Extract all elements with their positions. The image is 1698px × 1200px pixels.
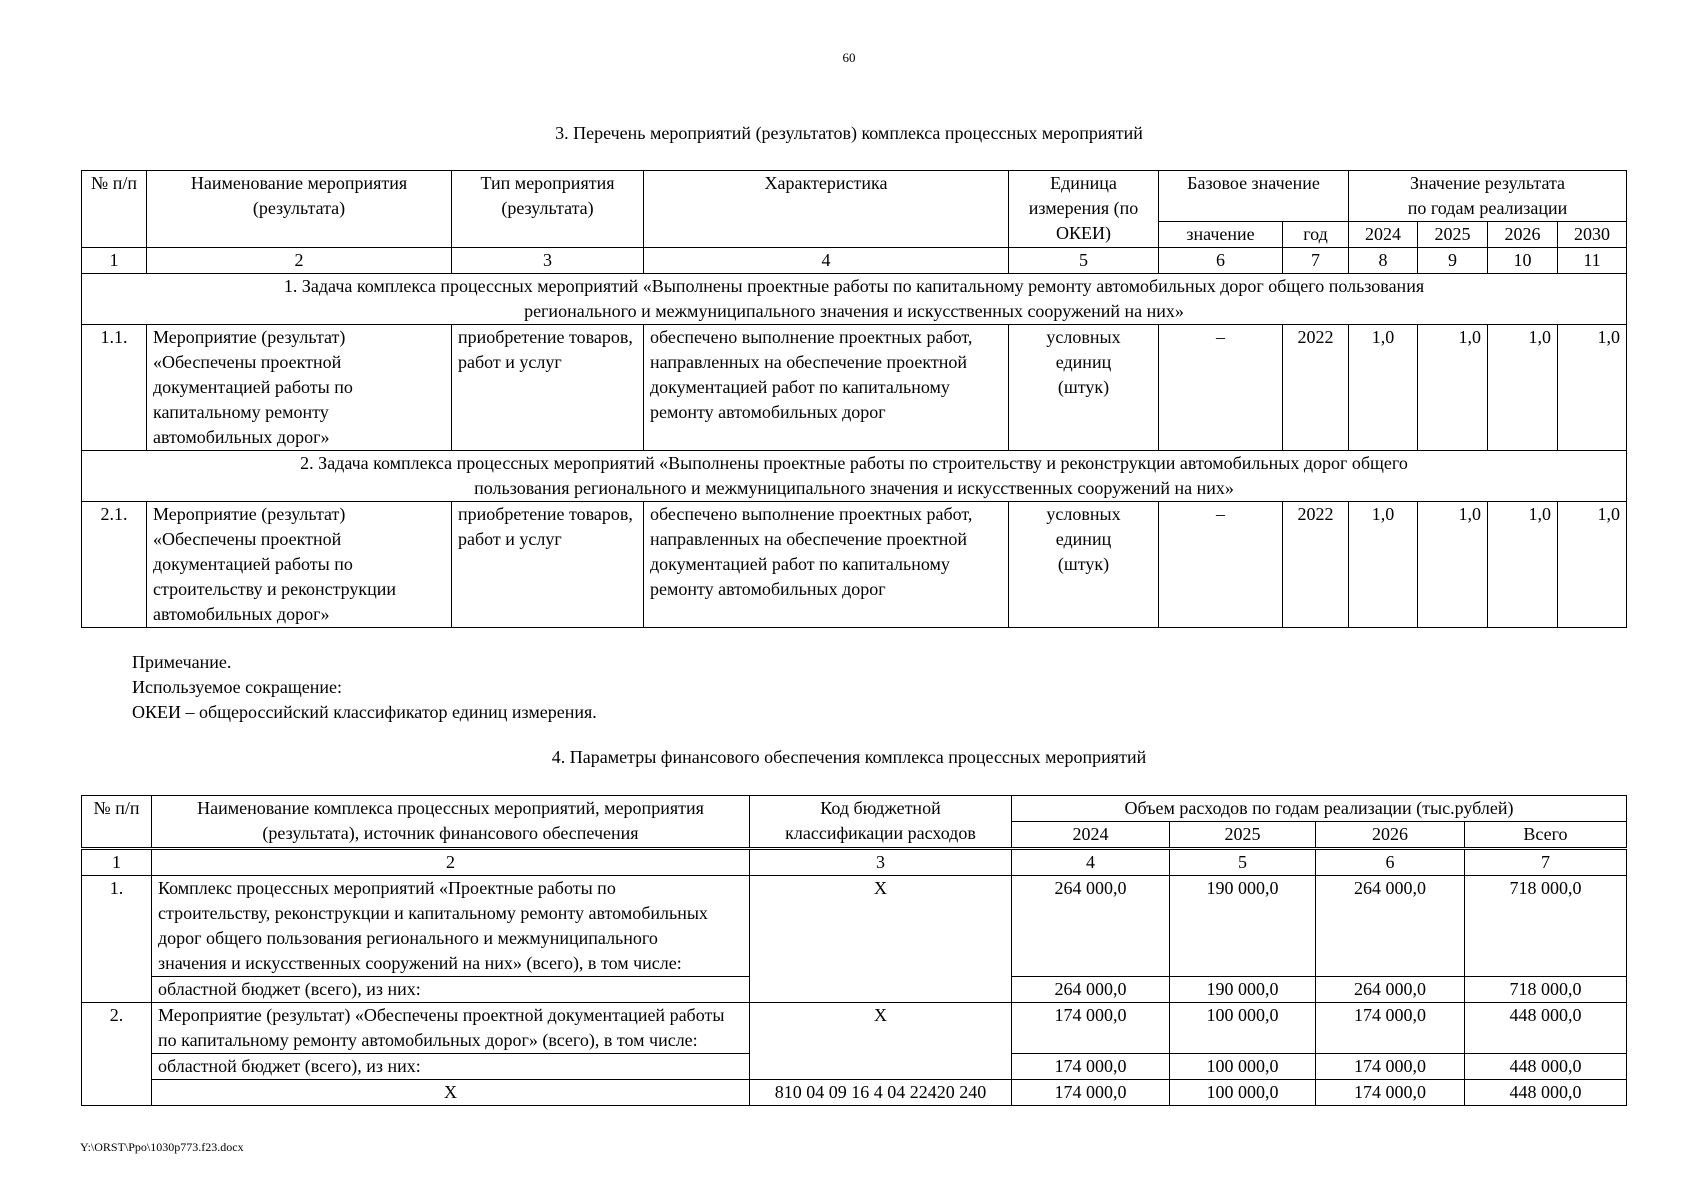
col-number: 11 — [1558, 248, 1627, 274]
header-name: Наименование мероприятия (результата) — [147, 171, 452, 248]
fin-row-code: Х — [750, 876, 1012, 1003]
fin-header-year: 2024 — [1012, 822, 1170, 849]
fin-subrow-value: 100 000,0 — [1170, 1054, 1316, 1080]
row-unit: условных единиц (штук) — [1009, 325, 1159, 451]
fin-xrow-name: Х — [152, 1080, 750, 1106]
header-unit: Единица измерения (по ОКЕИ) — [1009, 171, 1159, 248]
row-value: 1,0 — [1349, 325, 1418, 451]
fin-row-name: Комплекс процессных мероприятий «Проектные работы по строительству, реконструкции и капитальному ремонту автомобильных дорог общего пользования регионального и межмуниципального значения и искусственных сооружений на них» (всего), в том числе: — [152, 876, 750, 977]
fin-xrow-total: 448 000,0 — [1465, 1080, 1627, 1106]
row-type: приобретение товаров, работ и услуг — [452, 502, 644, 628]
task-row — [82, 274, 1627, 325]
row-value: 1,0 — [1418, 502, 1488, 628]
fin-header-volume: Объем расходов по годам реализации (тыс.рублей) — [1012, 796, 1627, 822]
table-row — [82, 325, 1627, 451]
col-number: 2 — [152, 849, 750, 876]
fin-subrow-value: 174 000,0 — [1316, 1054, 1465, 1080]
row-value: 1,0 — [1418, 325, 1488, 451]
col-number: 7 — [1283, 248, 1349, 274]
task-row — [82, 451, 1627, 502]
col-number: 3 — [452, 248, 644, 274]
row-base-value: – — [1159, 325, 1283, 451]
fin-header-year: 2025 — [1170, 822, 1316, 849]
fin-subrow-value: 174 000,0 — [1012, 1054, 1170, 1080]
row-num: 2.1. — [82, 502, 147, 628]
col-number: 8 — [1349, 248, 1418, 274]
file-path-footer: Y:\ORST\Ppo\1030p773.f23.docx — [80, 1140, 244, 1154]
fin-row-total: 718 000,0 — [1465, 876, 1627, 977]
col-number: 5 — [1170, 849, 1316, 876]
row-base-value: – — [1159, 502, 1283, 628]
col-number: 9 — [1418, 248, 1488, 274]
col-number: 5 — [1009, 248, 1159, 274]
fin-xrow-value: 174 000,0 — [1012, 1080, 1170, 1106]
header-year: 2026 — [1488, 222, 1558, 248]
header-type: Тип мероприятия (результата) — [452, 171, 644, 248]
fin-subrow-name: областной бюджет (всего), из них: — [152, 1054, 750, 1080]
fin-row-total: 448 000,0 — [1465, 1003, 1627, 1054]
row-name: Мероприятие (результат) «Обеспечены проектной документацией работы по капитальному ремонту автомобильных дорог» — [147, 325, 452, 451]
col-number: 10 — [1488, 248, 1558, 274]
row-base-year: 2022 — [1283, 325, 1349, 451]
results-table — [81, 170, 1627, 628]
row-value: 1,0 — [1349, 502, 1418, 628]
task-2-title: 2. Задача комплекса процессных мероприятий «Выполнены проектные работы по строительству и реконструкции автомобильных дорог общего пользования регионального и межмуниципального значения и искусственных сооружений на них» — [82, 451, 1627, 502]
col-number: 4 — [644, 248, 1009, 274]
fin-row-value: 100 000,0 — [1170, 1003, 1316, 1054]
header-base-value: значение — [1159, 222, 1283, 248]
table4-col-numbers — [82, 849, 1627, 876]
col-number: 3 — [750, 849, 1012, 876]
row-base-year: 2022 — [1283, 502, 1349, 628]
fin-row-num: 2. — [82, 1003, 152, 1106]
row-value: 1,0 — [1558, 325, 1627, 451]
fin-header-num: № п/п — [82, 796, 152, 849]
fin-row-value: 174 000,0 — [1316, 1003, 1465, 1054]
fin-header-total: Всего — [1465, 822, 1627, 849]
fin-subrow-name: областной бюджет (всего), из них: — [152, 977, 750, 1003]
section3-title: 3. Перечень мероприятий (результатов) комплекса процессных мероприятий — [555, 123, 1143, 143]
note-block — [132, 650, 597, 725]
row-characteristic: обеспечено выполнение проектных работ, направленных на обеспечение проектной документацией работ по капитальному ремонту автомобильных дорог — [644, 502, 1009, 628]
header-result: Значение результата по годам реализации — [1349, 171, 1627, 222]
header-base: Базовое значение — [1159, 171, 1349, 222]
fin-subrow-total: 448 000,0 — [1465, 1054, 1627, 1080]
table-row — [82, 502, 1627, 628]
row-value: 1,0 — [1488, 325, 1558, 451]
col-number: 6 — [1159, 248, 1283, 274]
note-line: Используемое сокращение: — [132, 677, 342, 697]
col-number: 7 — [1465, 849, 1627, 876]
fin-xrow-value: 100 000,0 — [1170, 1080, 1316, 1106]
row-value: 1,0 — [1488, 502, 1558, 628]
header-base-year: год — [1283, 222, 1349, 248]
col-number: 1 — [82, 849, 152, 876]
col-number: 4 — [1012, 849, 1170, 876]
header-year: 2025 — [1418, 222, 1488, 248]
fin-subrow-value: 264 000,0 — [1012, 977, 1170, 1003]
fin-subrow-value: 190 000,0 — [1170, 977, 1316, 1003]
fin-row-value: 174 000,0 — [1012, 1003, 1170, 1054]
fin-header-name: Наименование комплекса процессных мероприятий, мероприятия (результата), источник финансового обеспечения — [152, 796, 750, 849]
fin-row-value: 264 000,0 — [1012, 876, 1170, 977]
note-line: ОКЕИ – общероссийский классификатор единиц измерения. — [132, 702, 597, 722]
table-row — [82, 1003, 1627, 1054]
header-year: 2030 — [1558, 222, 1627, 248]
fin-xrow-code: 810 04 09 16 4 04 22420 240 — [750, 1080, 1012, 1106]
fin-row-value: 264 000,0 — [1316, 876, 1465, 977]
task-1-title: 1. Задача комплекса процессных мероприятий «Выполнены проектные работы по капитальному ремонту автомобильных дорог общего пользования регионального и межмуниципального значения и искусственных сооружений на них» — [82, 274, 1627, 325]
table4-header-row-1 — [82, 796, 1627, 822]
table-row — [82, 876, 1627, 977]
row-unit: условных единиц (штук) — [1009, 502, 1159, 628]
fin-subrow-value: 264 000,0 — [1316, 977, 1465, 1003]
table-row — [82, 1080, 1627, 1106]
fin-row-code: Х — [750, 1003, 1012, 1080]
col-number: 1 — [82, 248, 147, 274]
fin-row-num: 1. — [82, 876, 152, 1003]
page-number: 60 — [842, 50, 856, 65]
fin-xrow-value: 174 000,0 — [1316, 1080, 1465, 1106]
fin-row-name: Мероприятие (результат) «Обеспечены проектной документацией работы по капитальному ремонту автомобильных дорог» (всего), в том числе: — [152, 1003, 750, 1054]
table3-col-numbers — [82, 248, 1627, 274]
row-num: 1.1. — [82, 325, 147, 451]
col-number: 6 — [1316, 849, 1465, 876]
section4-title: 4. Параметры финансового обеспечения комплекса процессных мероприятий — [551, 747, 1147, 767]
row-name: Мероприятие (результат) «Обеспечены проектной документацией работы по строительству и реконструкции автомобильных дорог» — [147, 502, 452, 628]
col-number: 2 — [147, 248, 452, 274]
row-value: 1,0 — [1558, 502, 1627, 628]
header-num: № п/п — [82, 171, 147, 248]
finance-table — [81, 795, 1627, 1106]
fin-header-year: 2026 — [1316, 822, 1465, 849]
header-characteristic: Характеристика — [644, 171, 1009, 248]
fin-row-value: 190 000,0 — [1170, 876, 1316, 977]
row-characteristic: обеспечено выполнение проектных работ, направленных на обеспечение проектной документацией работ по капитальному ремонту автомобильных дорог — [644, 325, 1009, 451]
note-title: Примечание. — [132, 652, 232, 672]
header-year: 2024 — [1349, 222, 1418, 248]
fin-header-code: Код бюджетной классификации расходов — [750, 796, 1012, 849]
row-type: приобретение товаров, работ и услуг — [452, 325, 644, 451]
fin-subrow-total: 718 000,0 — [1465, 977, 1627, 1003]
table3-header-row-1 — [82, 171, 1627, 222]
